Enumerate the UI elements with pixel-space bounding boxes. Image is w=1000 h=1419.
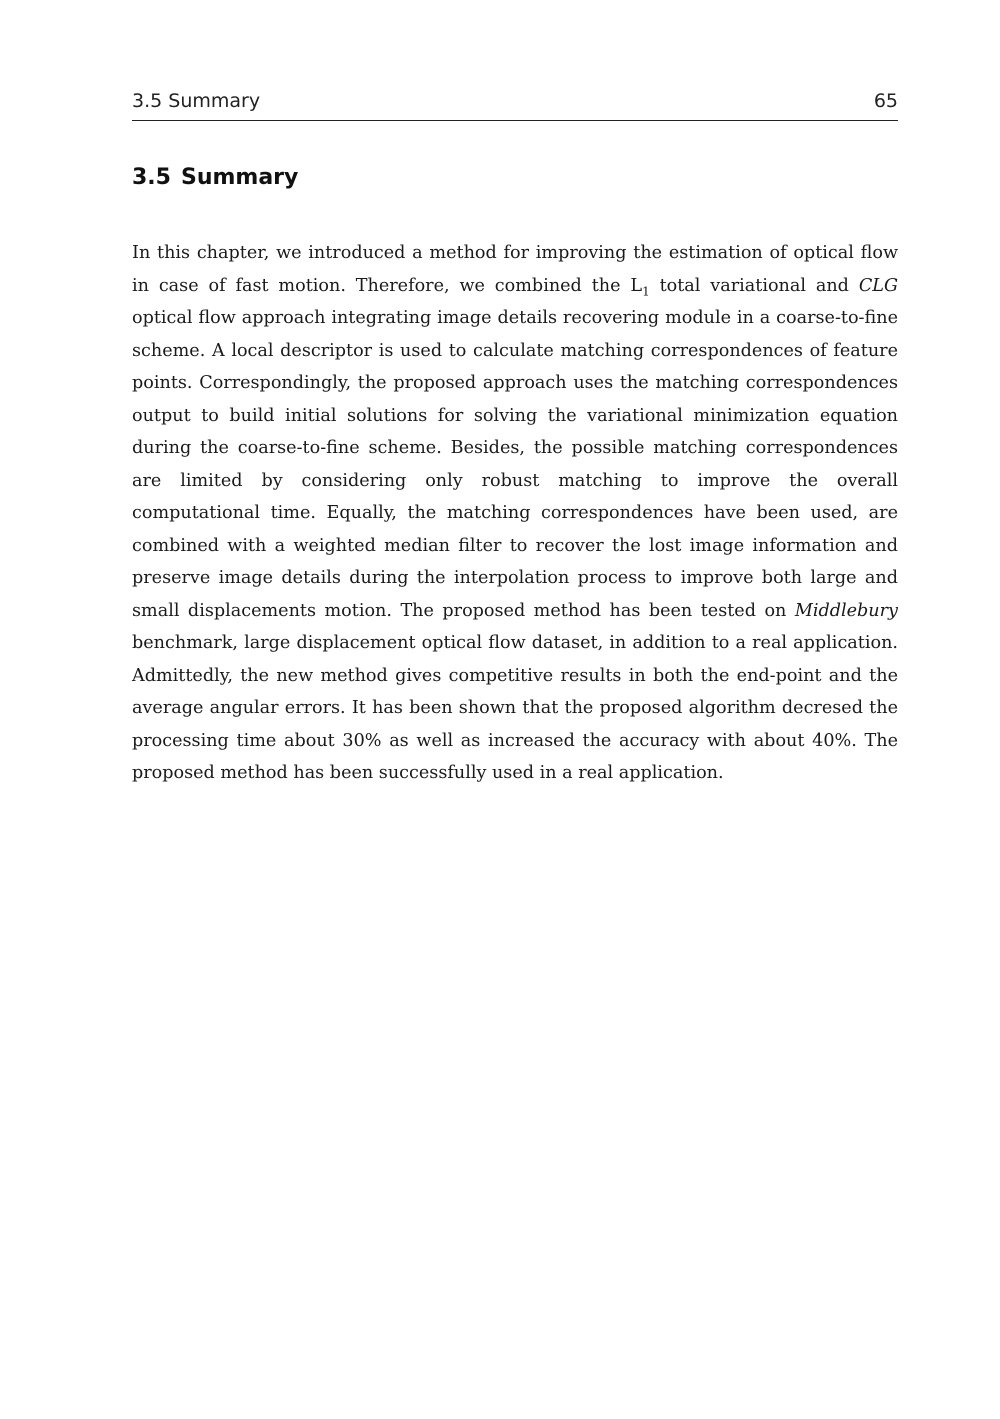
paragraph-text-3: optical flow approach integrating image details recovering module in a coarse-to-fine scheme. A local descriptor is used to calculate matching correspondences of feature points. Correspondingly, the proposed approach uses the matching correspondences output to build initial solutions for solving the variational minimization equation during the coarse-to-fine scheme. Besides, the possible matching correspondences are limited by considering only robust matching to improve the overall computational time. Equally, the matching correspondences have been used, are combined with a weighted median filter to recover the lost image information and preserve image details during the interpolation process to improve both large and small displacements motion. The proposed method has been tested on xyxy=(132,308,898,621)
clg-term: CLG xyxy=(858,275,899,296)
l1-subscript: 1 xyxy=(642,284,650,299)
section-heading xyxy=(132,165,298,190)
paragraph-text-1: In this chapter, we introduced a method for improving the estimation of optical flow in case of fast motion. Therefore, we combined the L xyxy=(132,243,898,296)
section-title: Summary xyxy=(180,165,299,190)
paragraph-text-4: benchmark, large displacement optical flow dataset, in addition to a real application. Admittedly, the new method gives competitive results in both the end-point and the average angular errors. It has been shown that the proposed algorithm decresed the processing time about 30% as well as increased the accuracy with about 40%. The proposed method has been successfully used in a real application. xyxy=(132,633,898,783)
section-number: 3.5 xyxy=(132,165,171,190)
running-header xyxy=(132,88,898,121)
summary-paragraph xyxy=(132,237,898,790)
page-number: 65 xyxy=(873,90,898,112)
middlebury-term: Middlebury xyxy=(794,600,898,621)
header-section-title: 3.5 Summary xyxy=(132,90,261,112)
paragraph-text-2: total variational and xyxy=(649,275,859,296)
